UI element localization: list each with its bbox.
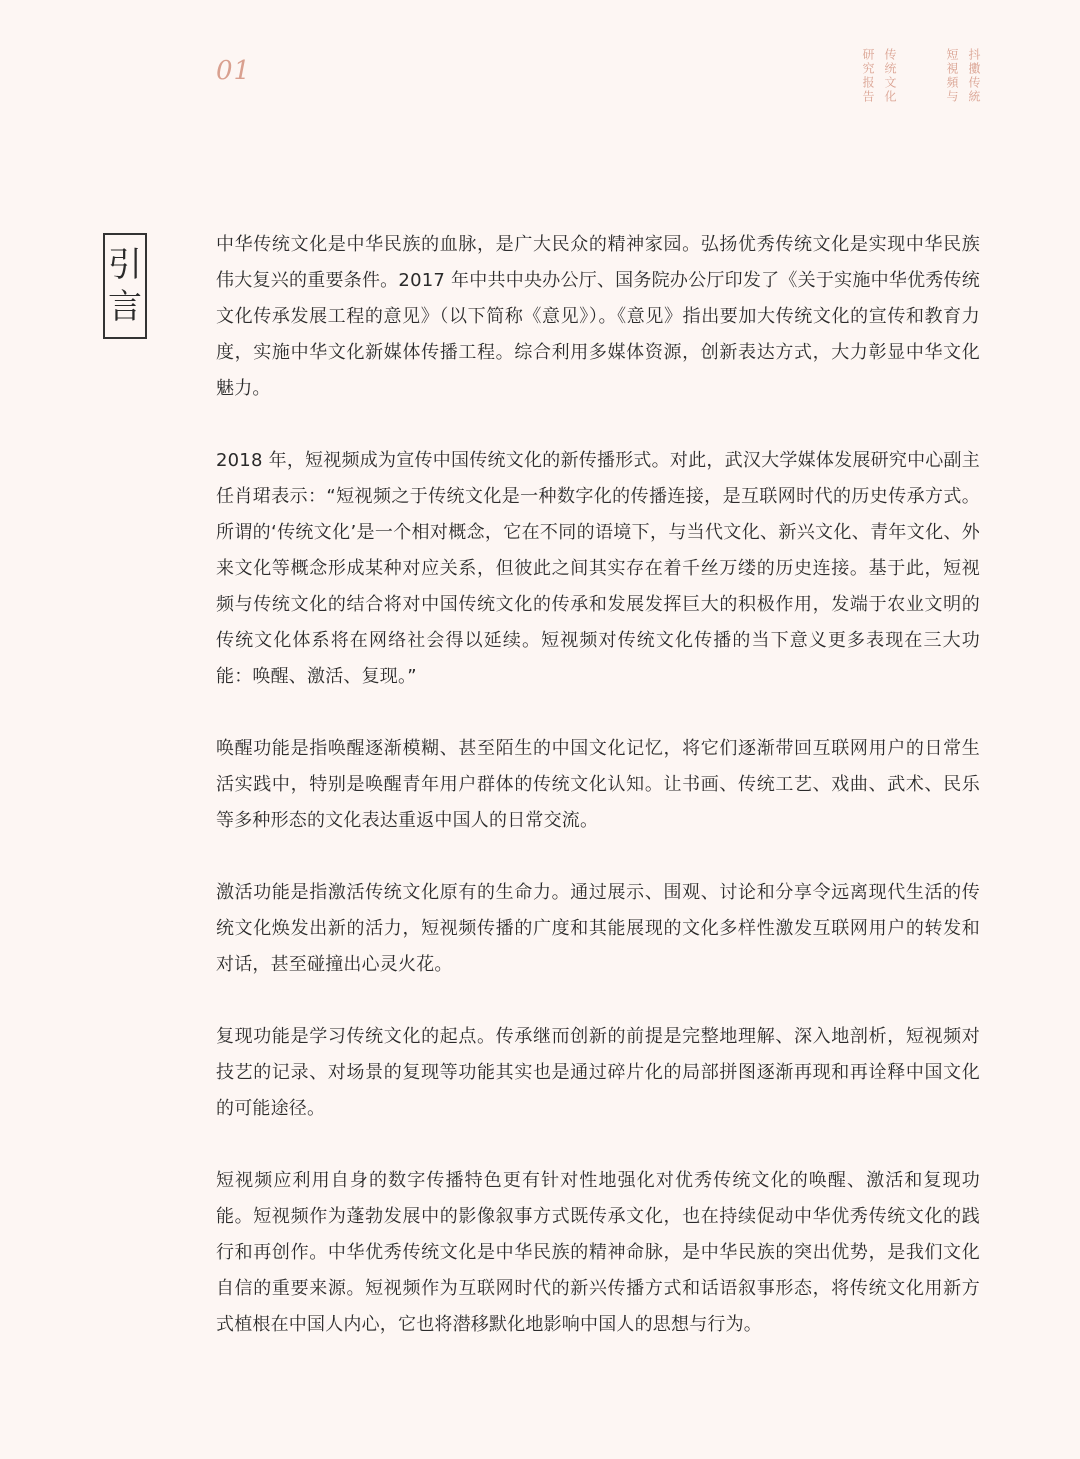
report-title-column: 传统文化 [883, 48, 897, 104]
page-number: 01 [216, 56, 252, 86]
paragraph: 短视频应利用自身的数字传播特色更有针对性地强化对优秀传统文化的唤醒、激活和复现功能。短视频作为蓬勃发展中的影像叙事方式既传承文化，也在持续促动中华优秀传统文化的践行和再创作。中华优秀传统文化是中华民族的精神命脉，是中华民族的突出优势，是我们文化自信的重要来源。短视频作为互联网时代的新兴传播方式和话语叙事形态，将传统文化用新方式植根在中国人内心，它也将潜移默化地影响中国人的思想与行为。 [216, 1170, 980, 1335]
paragraph: 中华传统文化是中华民族的血脉，是广大民众的精神家园。弘扬优秀传统文化是实现中华民族伟大复兴的重要条件。2017 年中共中央办公厅、国务院办公厅印发了《关于实施中华优秀传统文化传承发展工程的意见》（以下简称《意见》）。《意见》指出要加大传统文化的宣传和教育力度，实施中华文化新媒体传播工程。综合利用多媒体资源，创新表达方式，大力彰显中华文化魅力。 [216, 234, 980, 399]
paragraph: 唤醒功能是指唤醒逐渐模糊、甚至陌生的中国文化记忆，将它们逐渐带回互联网用户的日常生活实践中，特别是唤醒青年用户群体的传统文化认知。让书画、传统工艺、戏曲、武术、民乐等多种形态的文化表达重返中国人的日常交流。 [216, 738, 980, 831]
paragraph: 激活功能是指激活传统文化原有的生命力。通过展示、围观、讨论和分享令远离现代生活的传统文化焕发出新的活力，短视频传播的广度和其能展现的文化多样性激发互联网用户的转发和对话，甚至碰撞出心灵火花。 [216, 882, 980, 975]
section-label-char: 言 [108, 287, 142, 327]
body-text [216, 227, 980, 1379]
report-title [852, 48, 980, 104]
section-label-box [103, 233, 147, 339]
report-title-column: 抖擻传統 [967, 48, 981, 104]
section-label-char: 引 [108, 245, 142, 285]
paragraph: 复现功能是学习传统文化的起点。传承继而创新的前提是完整地理解、深入地剖析，短视频对技艺的记录、对场景的复现等功能其实也是通过碎片化的局部拼图逐渐再现和再诠释中国文化的可能途径。 [216, 1026, 980, 1119]
report-title-column: 研究报告 [861, 48, 875, 104]
paragraph: 2018 年，短视频成为宣传中国传统文化的新传播形式。对此，武汉大学媒体发展研究中心副主任肖珺表示：“短视频之于传统文化是一种数字化的传播连接，是互联网时代的历史传承方式。所谓的‘传统文化’是一个相对概念，它在不同的语境下，与当代文化、新兴文化、青年文化、外来文化等概念形成某种对应关系，但彼此之间其实存在着千丝万缕的历史连接。基于此，短视频与传统文化的结合将对中国传统文化的传承和发展发挥巨大的积极作用，发端于农业文明的传统文化体系将在网络社会得以延续。短视频对传统文化传播的当下意义更多表现在三大功能：唤醒、激活、复现。” [216, 450, 980, 687]
report-title-column: 短視頻与 [945, 48, 959, 104]
